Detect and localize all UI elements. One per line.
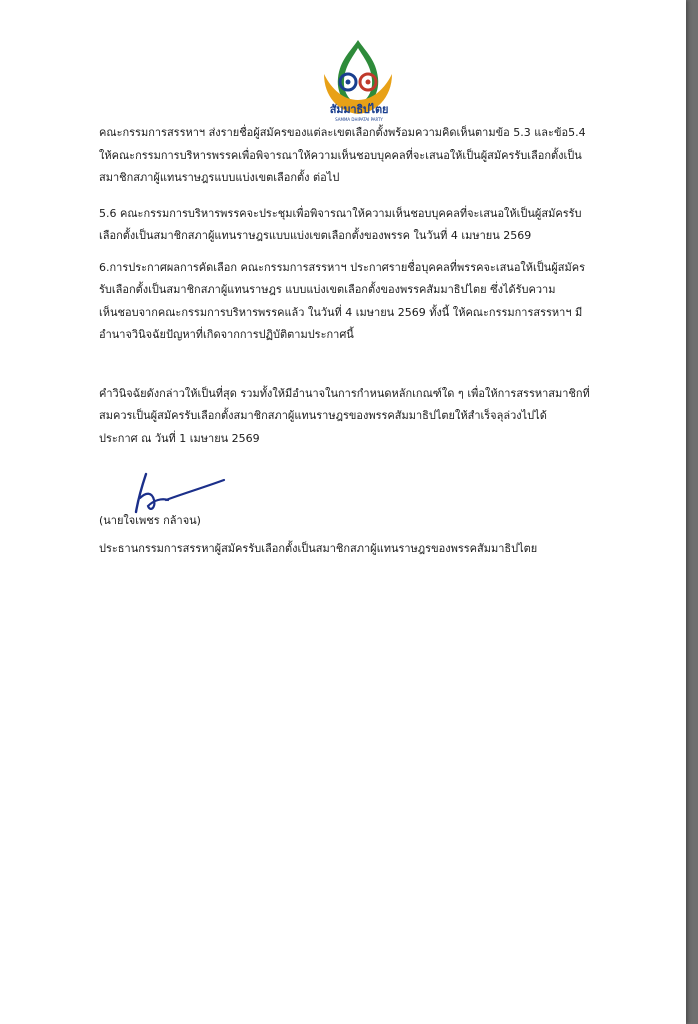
document-body <box>99 122 659 450</box>
paragraph-clause-6 <box>99 257 659 347</box>
text-line: เลือกตั้งเป็นสมาชิกสภาผู้แทนราษฎรแบบแบ่งเขตเลือกตั้งของพรรค ในวันที่ 4 เมษายน 2569 <box>99 229 532 242</box>
text-line: สมควรเป็นผู้สมัครรับเลือกตั้งสมาชิกสภาผู้แทนราษฎรของพรรคสัมมาธิปไตยให้สำเร็จลุล่วงไปได้ <box>99 409 547 422</box>
camscanner-watermark <box>6 995 195 1019</box>
text-line: 6.การประกาศผลการคัดเลือก คณะกรรมการสรรหาฯ ประกาศรายชื่อบุคคลที่พรรคจะเสนอให้เป็นผู้สมัคร <box>99 260 585 274</box>
party-logo-name: สัมมาธิปไตย <box>329 103 389 116</box>
paragraph-clause-5-6 <box>99 203 659 248</box>
text-line: อำนาจวินิจฉัยปัญหาที่เกิดจากการปฏิบัติตามประกาศนี้ <box>99 328 354 341</box>
text-line: คณะกรรมการสรรหาฯ ส่งรายชื่อผู้สมัครของแต่ละเขตเลือกตั้งพร้อมความคิดเห็นตามข้อ 5.3 และข้อ5.4 <box>99 126 586 139</box>
camscanner-logo-icon: CS <box>6 998 24 1016</box>
text-line: คำวินิจฉัยดังกล่าวให้เป็นที่สุด รวมทั้งให้มีอำนาจในการกำหนดหลักเกณฑ์ใด ๆ เพื่อให้การสรรหาสมาชิกที่ <box>99 386 590 400</box>
paragraph-final-ruling <box>99 383 659 428</box>
text-line: เห็นชอบจากคณะกรรมการบริหารพรรคแล้ว ในวันที่ 4 เมษายน 2569 ทั้งนี้ ให้คณะกรรมการสรรหาฯ มี <box>99 305 583 319</box>
signer-name: (นายใจเพชร กล้าจน) <box>99 514 201 527</box>
signer-title: ประธานกรรมการสรรหาผู้สมัครรับเลือกตั้งเป็นสมาชิกสภาผู้แทนราษฎรของพรรคสัมมาธิปไตย <box>99 542 538 555</box>
party-logo-subtitle: SAMMA DHIPATAI PARTY <box>335 117 383 122</box>
paragraph-nomination-submission <box>99 122 659 190</box>
handwritten-signature-icon <box>132 470 232 516</box>
text-line: สมาชิกสภาผู้แทนราษฎรแบบแบ่งเขตเลือกตั้ง ต่อไป <box>99 171 340 184</box>
text-line: ให้คณะกรรมการบริหารพรรคเพื่อพิจารณาให้ความเห็นชอบบุคคลที่จะเสนอให้เป็นผู้สมัครรับเลือกตั้งเป็น <box>99 148 582 162</box>
text-line: รับเลือกตั้งเป็นสมาชิกสภาผู้แทนราษฎร แบบแบ่งเขตเลือกตั้งของพรรคสัมมาธิปไตย ซึ่งได้รับความ <box>99 283 556 296</box>
text-line: 5.6 คณะกรรมการบริหารพรรคจะประชุมเพื่อพิจารณาให้ความเห็นชอบบุคคลที่จะเสนอให้เป็นผู้สมัครรับ <box>99 206 582 220</box>
camscanner-text: สแกนด้วย CamScanner <box>28 998 196 1016</box>
announcement-date: ประกาศ ณ วันที่ 1 เมษายน 2569 <box>99 431 260 445</box>
